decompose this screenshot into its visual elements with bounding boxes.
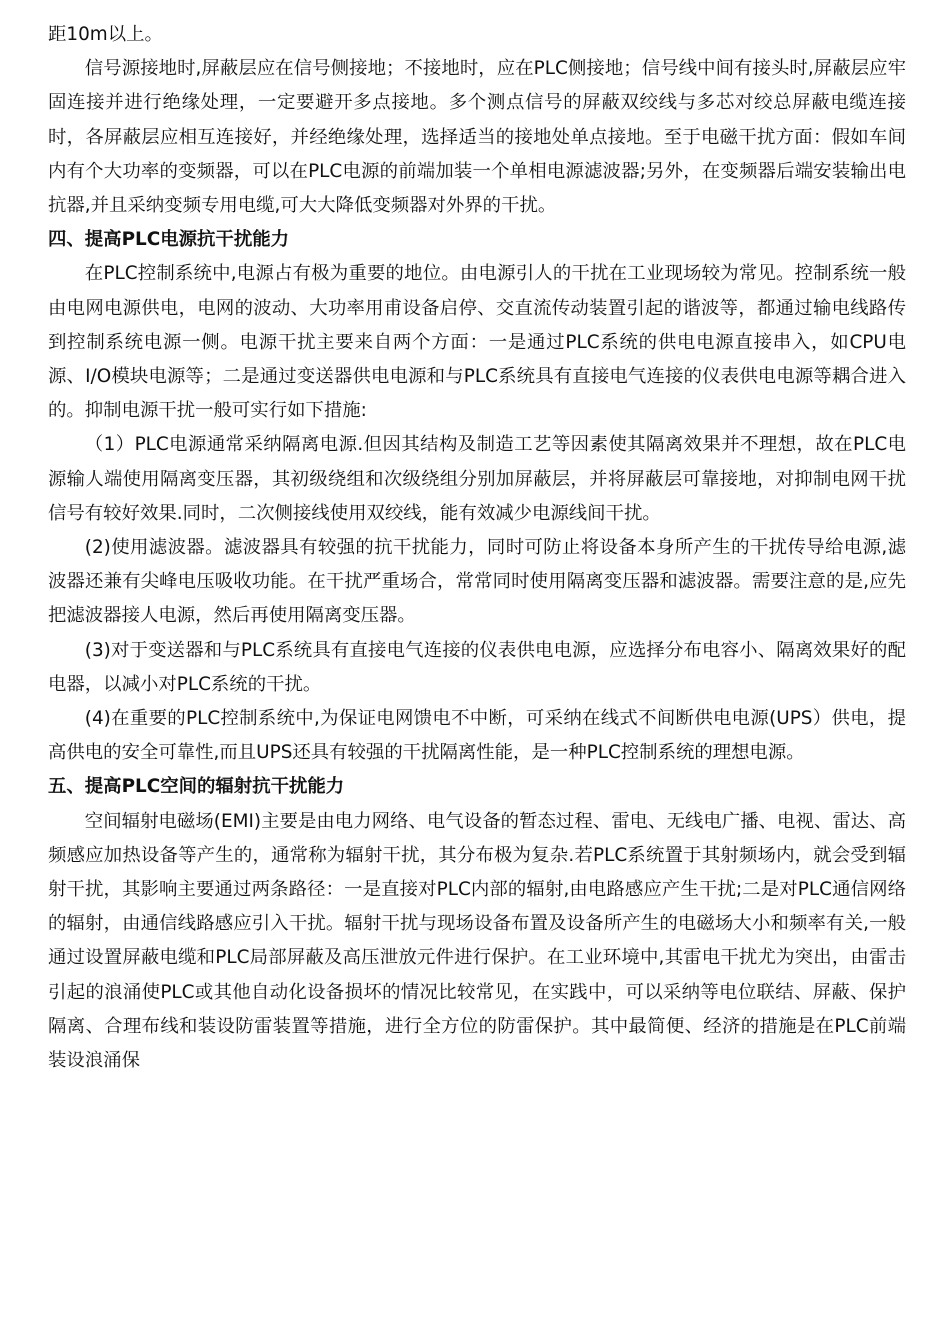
paragraph-measure-4: (4)在重要的PLC控制系统中,为保证电网馈电不中断，可采纳在线式不间断供电电源(UPS）供电，提高供电的安全可靠性,而且UPS还具有较强的干扰隔离性能，是一种PLC控制系统的理想电源。 (48, 708, 906, 764)
section-heading-5: 五、提高PLC空间的辐射抗干扰能力 (48, 776, 345, 798)
paragraph-radiation: 空间辐射电磁场(EMI)主要是由电力网络、电气设备的暂态过程、雷电、无线电广播、电视、雷达、高频感应加热设备等产生的，通常称为辐射干扰，其分布极为复杂.若PLC系统置于其射频场内，就会受到辐射干扰，其影响主要通过两条路径：一是直接对PLC内部的辐射,由电路感应产生干扰;二是对PLC通信网络的辐射，由通信线路感应引入干扰。辐射干扰与现场设备布置及设备所产生的电磁场大小和频率有关,一般通过设置屏蔽电缆和PLC局部屏蔽及高压泄放元件进行保护。在工业环境中,其雷电干扰尤为突出，由雷击引起的浪涌使PLC或其他自动化设备损坏的情况比较常见，在实践中，可以采纳等电位联结、屏蔽、保护隔离、合理布线和装设防雷装置等措施，进行全方位的防雷保护。其中最简便、经济的措施是在PLC前端装设浪涌保 (48, 810, 906, 1072)
paragraph-measure-2: (2)使用滤波器。滤波器具有较强的抗干扰能力，同时可防止将设备本身所产生的干扰传导给电源,滤波器还兼有尖峰电压吸收功能。在干扰严重场合，常常同时使用隔离变压器和滤波器。需要注意的是,应先把滤波器接人电源，然后再使用隔离变压器。 (48, 537, 906, 627)
paragraph-shield-grounding: 信号源接地时,屏蔽层应在信号侧接地；不接地时，应在PLC侧接地；信号线中间有接头时,屏蔽层应牢固连接并进行绝缘处理，一定要避开多点接地。多个测点信号的屏蔽双绞线与多芯对绞总屏蔽电缆连接时，各屏蔽层应相互连接好，并经绝缘处理，选择适当的接地处单点接地。至于电磁干扰方面：假如车间内有个大功率的变频器，可以在PLC电源的前端加装一个单相电源滤波器;另外，在变频器后端安装输出电抗器,并且采纳变频专用电缆,可大大降低变频器对外界的干扰。 (48, 58, 906, 217)
paragraph-measure-3: (3)对于变送器和与PLC系统具有直接电气连接的仪表供电电源，应选择分布电容小、隔离效果好的配电器，以减小对PLC系统的干扰。 (48, 639, 906, 695)
section-heading-4: 四、提高PLC电源抗干扰能力 (48, 229, 289, 251)
paragraph-continuation: 距10m以上。 (48, 24, 163, 45)
paragraph-power-intro: 在PLC控制系统中,电源占有极为重要的地位。由电源引人的干扰在工业现场较为常见。控制系统一般由电网电源供电，电网的波动、大功率用甫设备启停、交直流传动装置引起的谐波等，都通过输电线路传到控制系统电源一侧。电源干扰主要来自两个方面：一是通过PLC系统的供电电源直接串入，如CPU电源、I/O模块电源等；二是通过变送器供电电源和与PLC系统具有直接电气连接的仪表供电电源等耦合进入的。抑制电源干扰一般可实行如下措施: (48, 263, 906, 422)
paragraph-measure-1: （1）PLC电源通常采纳隔离电源.但因其结构及制造工艺等因素使其隔离效果并不理想，故在PLC电源输人端使用隔离变压器，其初级绕组和次级绕组分别加屏蔽层，并将屏蔽层可靠接地，对抑制电网干扰信号有较好效果.同时，二次侧接线使用双绞线，能有效减少电源线间干扰。 (48, 434, 906, 524)
